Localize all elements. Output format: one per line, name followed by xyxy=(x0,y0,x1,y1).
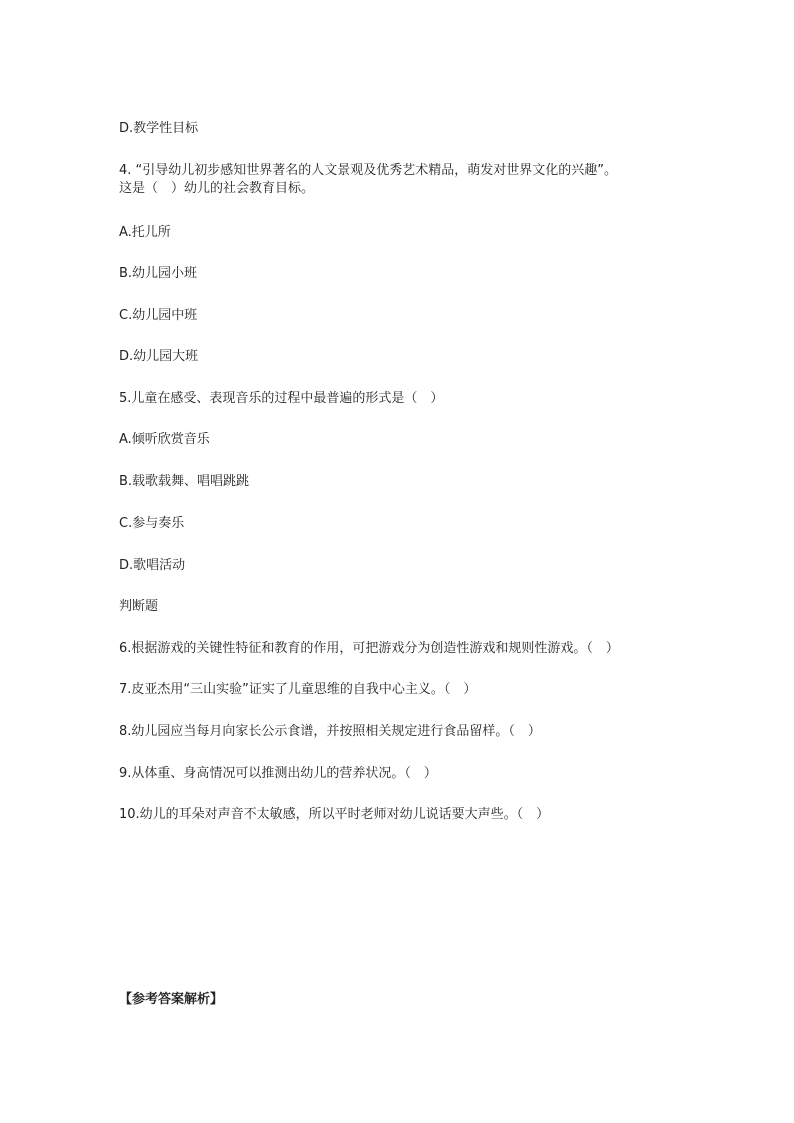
question-8: 8.幼儿园应当每月向家长公示食谱，并按照相关规定进行食品留样。（ ） xyxy=(119,724,541,739)
option-a-q5: A.倾听欣赏音乐 xyxy=(119,432,210,447)
option-c-q5: C.参与奏乐 xyxy=(119,516,185,531)
option-b-q5: B.载歌载舞、唱唱跳跳 xyxy=(119,474,250,489)
question-4-line-1: 4. “引导幼儿初步感知世界著名的人文景观及优秀艺术精品，萌发对世界文化的兴趣”。 xyxy=(119,163,618,178)
answer-key-heading: 【参考答案解析】 xyxy=(119,992,224,1007)
option-b-q4: B.幼儿园小班 xyxy=(119,266,198,281)
section-heading-judgment: 判断题 xyxy=(119,599,159,614)
option-d-q3: D.教学性目标 xyxy=(119,121,199,136)
option-c-q4: C.幼儿园中班 xyxy=(119,308,198,323)
question-9: 9.从体重、身高情况可以推测出幼儿的营养状况。（ ） xyxy=(119,766,437,781)
question-4-line-2: 这是（ ）幼儿的社会教育目标。 xyxy=(119,181,315,196)
option-a-q4: A.托儿所 xyxy=(119,225,171,240)
question-7: 7.皮亚杰用“三山实验”证实了儿童思维的自我中心主义。（ ） xyxy=(119,682,477,697)
question-5: 5.儿童在感受、表现音乐的过程中最普遍的形式是（ ） xyxy=(119,391,444,406)
option-d-q4: D.幼儿园大班 xyxy=(119,349,199,364)
question-6: 6.根据游戏的关键性特征和教育的作用，可把游戏分为创造性游戏和规则性游戏。（ ） xyxy=(119,641,619,656)
option-d-q5: D.歌唱活动 xyxy=(119,558,186,573)
question-10: 10.幼儿的耳朵对声音不太敏感，所以平时老师对幼儿说话要大声些。（ ） xyxy=(119,807,550,822)
